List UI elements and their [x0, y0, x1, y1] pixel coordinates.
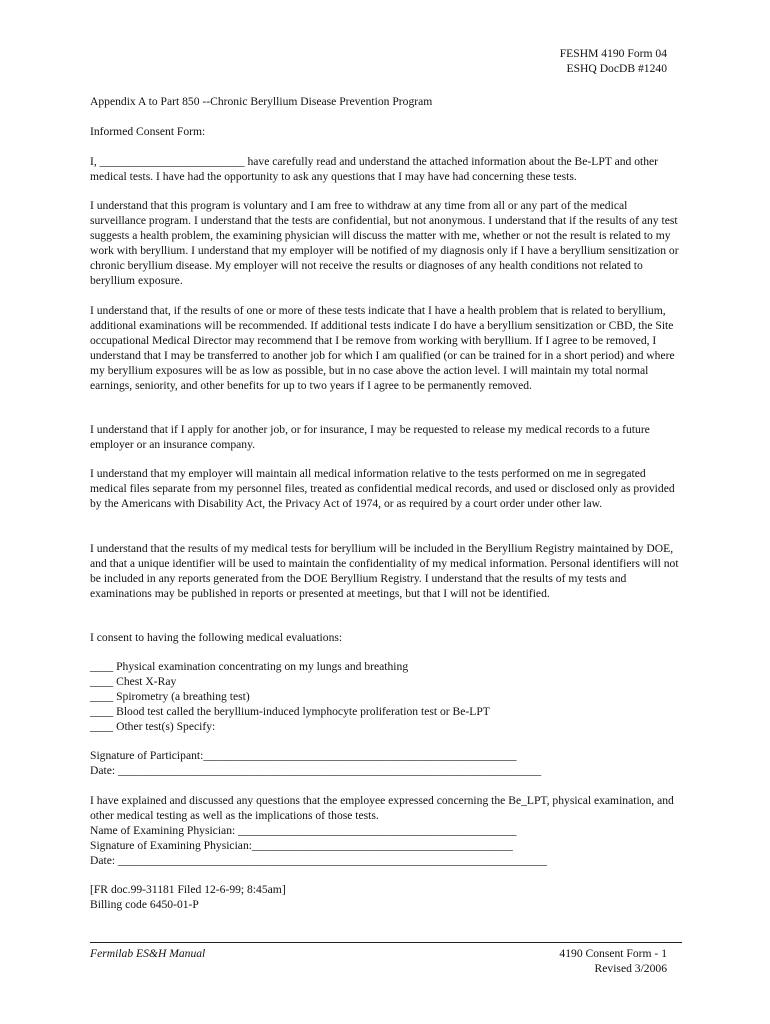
evaluation-be-lpt[interactable]: ____ Blood test called the beryllium-induced lymphocyte proliferation test or Be-LPT — [90, 705, 490, 718]
footer-divider — [90, 942, 682, 943]
evaluation-chest-xray[interactable]: ____ Chest X-Ray — [90, 675, 177, 688]
evaluation-spirometry[interactable]: ____ Spirometry (a breathing test) — [90, 690, 250, 703]
fr-doc-citation: [FR doc.99-31181 Filed 12-6-99; 8:45am] — [90, 883, 286, 896]
footer-page-number: 4190 Consent Form - 1 — [559, 947, 667, 960]
physician-statement: I have explained and discussed any questions that the employee expressed concerning the Be_LPT, physical examination, and other medical testing as well as the implications of those tests. — [90, 794, 674, 822]
paragraph-records-release: I understand that if I apply for another job, or for insurance, I may be requested to release my medical records to a future employer or an insurance company. — [90, 423, 650, 451]
physician-name-field[interactable]: Name of Examining Physician: ________________________________________________ — [90, 824, 517, 837]
participant-signature-block — [90, 748, 684, 778]
evaluation-list — [90, 659, 684, 734]
physician-signature-field[interactable]: Signature of Examining Physician:_____________________________________________ — [90, 839, 513, 852]
footer-page-info — [559, 946, 667, 976]
consent-label: I consent to having the following medical evaluations: — [90, 631, 343, 644]
paragraph-removal: I understand that, if the results of one or more of these tests indicate that I have a health problem that is related to beryllium, additional examinations will be recommended. If additional tests indicate I do have a beryllium sensitization or CBD, the Site occupational Medical Director may recommend that I be remove from working with beryllium. If I agree to be removed, I understand that I may be transferred to another job for which I am qualified (or can be trained for in a short period) and where my beryllium exposures will be as low as possible, but in no case above the action level. I will maintain my total normal earnings, seniority, and other benefits for up to two years if I agree to be permanently removed. — [90, 304, 675, 392]
document-header — [560, 46, 667, 76]
form-label: Informed Consent Form: — [90, 125, 206, 138]
citation-block — [90, 882, 684, 912]
intro-paragraph: I, _________________________ have carefully read and understand the attached information about the Be-LPT and other medical tests. I have had the opportunity to ask any questions that I may have had concerning these tests. — [90, 155, 659, 183]
paragraph-registry: I understand that the results of my medical tests for beryllium will be included in the Beryllium Registry maintained by DOE, and that a unique identifier will be used to maintain the confidentiality of my medical information. Personal identifiers will not be included in any reports generated from the DOE Beryllium Registry. I understand that the results of my tests and examinations may be published in reports or presented at meetings, but that I will not be identified. — [90, 542, 679, 600]
form-id: FESHM 4190 Form 04 — [559, 47, 667, 60]
billing-code: Billing code 6450-01-P — [90, 898, 199, 911]
physician-block — [90, 793, 684, 868]
docdb-id: ESHQ DocDB #1240 — [566, 62, 667, 75]
evaluation-physical-exam[interactable]: ____ Physical examination concentrating on my lungs and breathing — [90, 660, 409, 673]
paragraph-confidential-files: I understand that my employer will maintain all medical information relative to the tests performed on me in segregated medical files separate from my personnel files, treated as confidential medical records, and used or disclosed only as provided by the Americans with Disability Act, the Privacy Act of 1974, or as required by a court order under other law. — [90, 467, 675, 510]
participant-date-field[interactable]: Date: _________________________________________________________________________ — [90, 764, 542, 777]
footer-manual-name: Fermilab ES&H Manual — [90, 947, 206, 960]
paragraph-voluntary: I understand that this program is voluntary and I am free to withdraw at any time from all or any part of the medical surveillance program. I understand that the tests are confidential, but not anonymous. I understand that if the results of any test suggests a health problem, the examining physician will discuss the matter with me, whether or not the result is related to my work with beryllium. I understand that my employer will be notified of my diagnosis only if I have a beryllium sensitization or chronic beryllium disease. My employer will not receive the results or diagnoses of any health conditions not related to beryllium exposure. — [90, 199, 679, 287]
footer-revised-date: Revised 3/2006 — [594, 962, 667, 975]
evaluation-other[interactable]: ____ Other test(s) Specify: — [90, 720, 216, 733]
participant-signature-field[interactable]: Signature of Participant:______________________________________________________ — [90, 749, 517, 762]
document-title: Appendix A to Part 850 --Chronic Beryllium Disease Prevention Program — [90, 95, 433, 108]
physician-date-field[interactable]: Date: __________________________________________________________________________ — [90, 854, 547, 867]
